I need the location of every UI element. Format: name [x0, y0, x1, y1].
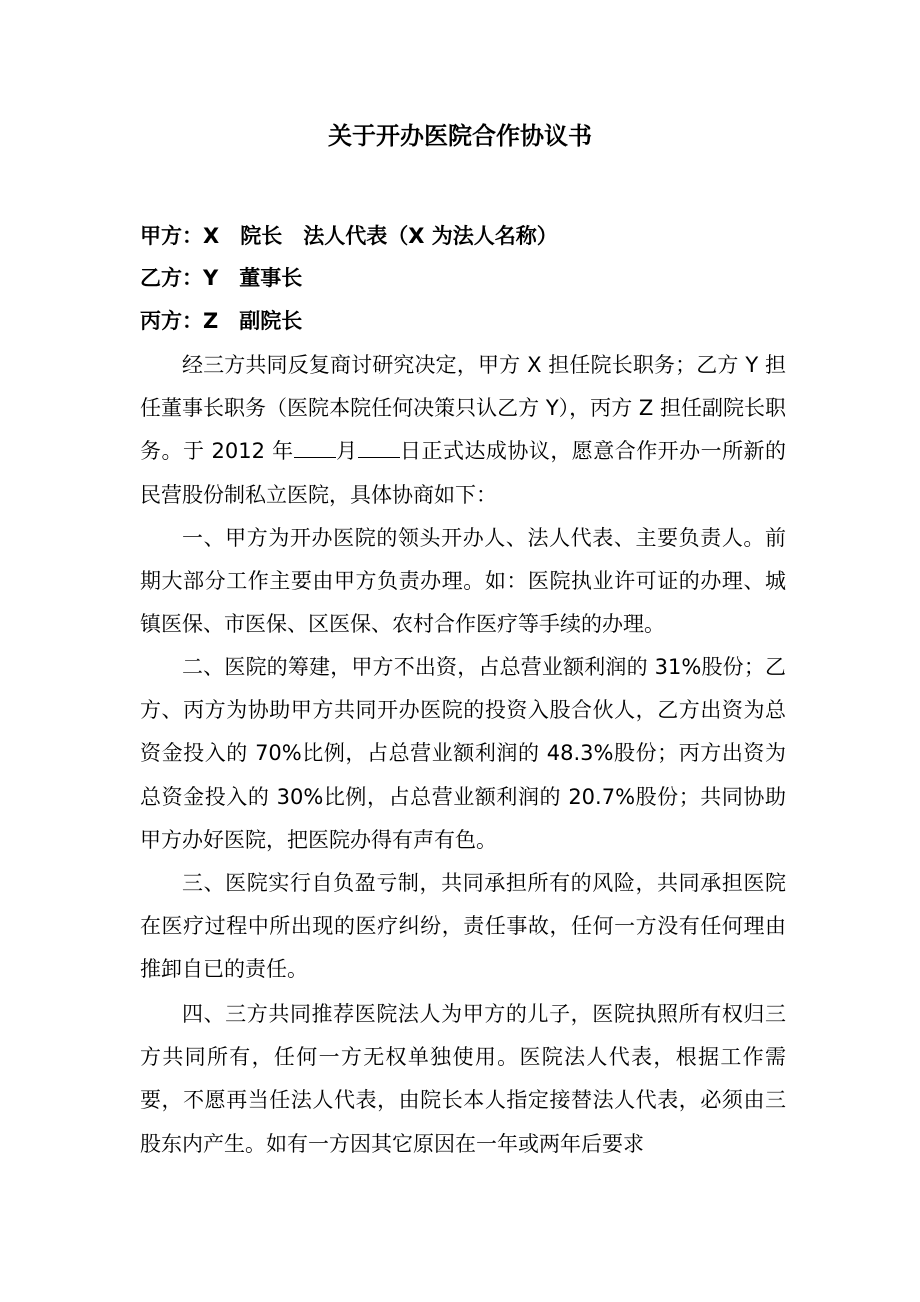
- day-blank: [358, 435, 400, 458]
- party-c-line: 丙方：Z 副院长: [140, 309, 303, 333]
- month-blank: [294, 435, 336, 458]
- month-label: 月: [335, 439, 358, 464]
- clause-1-paragraph: 一、甲方为开办医院的领头开办人、法人代表、主要负责人。前期大部分工作主要由甲方负责办理。如：医院执业许可证的办理、城镇医保、市医保、区医保、农村合作医疗等手续的办理。: [140, 526, 786, 637]
- clause-2-paragraph: 二、医院的筹建，甲方不出资，占总营业额利润的 31%股份；乙方、丙方为协助甲方共同开办医院的投资入股合伙人，乙方出资为总资金投入的 70%比例，占总营业额利润的 48.3%股份；丙方出资为总资金投入的 30%比例，占总营业额利润的 20.7%股份；共同协助甲方办好医院，把医院办得有声有色。: [140, 655, 786, 852]
- document-title: 关于开办医院合作协议书: [328, 122, 592, 150]
- intro-text-end: 日正式达成协议，愿意合作开办一所新的民营股份制私立医院，具体协商如下：: [140, 439, 787, 507]
- clause-4-paragraph: 四、三方共同推荐医院法人为甲方的儿子，医院执照所有权归三方共同所有，任何一方无权单独使用。医院法人代表，根据工作需要，不愿再当任法人代表，由院长本人指定接替法人代表，必须由三股东内产生。如有一方因其它原因在一年或两年后要求: [140, 1002, 786, 1156]
- intro-text-start: 经三方共同反复商讨研究决定，甲方 X 担任院长职务；乙方 Y 担任董事长职务（医院本院任何决策只认乙方 Y），丙方 Z 担任副院长职务。于 2012 年: [140, 353, 786, 464]
- party-b-line: 乙方：Y 董事长: [140, 266, 303, 290]
- party-a-line: 甲方：X 院长 法人代表（X 为法人名称）: [140, 224, 558, 248]
- clause-3-paragraph: 三、医院实行自负盈亏制，共同承担所有的风险，共同承担医院在医疗过程中所出现的医疗纠纷，责任事故，任何一方没有任何理由推卸自已的责任。: [140, 871, 786, 982]
- intro-paragraph: [140, 344, 786, 517]
